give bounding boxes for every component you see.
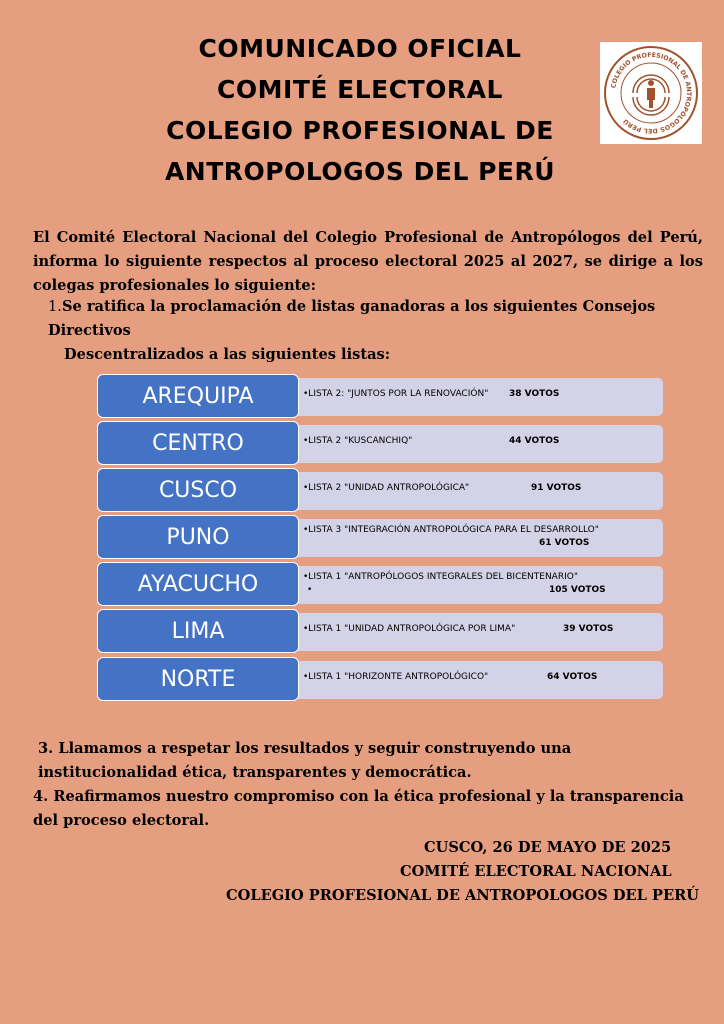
vote-count: 105 VOTOS <box>549 585 606 595</box>
region-label: NORTE <box>97 657 299 701</box>
point-1-number: 1. <box>48 298 62 315</box>
list-name: •LISTA 1 "UNIDAD ANTROPOLÓGICA POR LIMA" <box>303 624 516 634</box>
intro-paragraph: El Comité Electoral Nacional del Colegio Profesional de Antropólogos del Perú, informa lo siguiente respectos al proceso electoral 2025 al 2027, se dirige a los colegas profesionales lo siguiente: <box>33 229 703 294</box>
result-info <box>295 566 663 604</box>
college-logo <box>600 42 702 144</box>
vote-count: 64 VOTOS <box>547 672 598 682</box>
document-title <box>100 28 620 192</box>
result-info <box>295 378 663 416</box>
result-info <box>295 613 663 651</box>
seal-text: COLEGIO PROFESIONAL DE ANTROPÓLOGOS DEL PERÚ <box>610 51 693 135</box>
vote-count: 38 VOTOS <box>509 389 560 399</box>
result-row-lima <box>97 609 663 655</box>
bullet-marker: • <box>307 585 313 595</box>
vote-count: 91 VOTOS <box>531 483 582 493</box>
point-1 <box>48 295 703 367</box>
region-label: AYACUCHO <box>97 562 299 606</box>
point-3: 3. Llamamos a respetar los resultados y seguir construyendo una institucionalidad ética, transparentes y democrática. <box>38 740 572 781</box>
title-line-2: COMITÉ ELECTORAL <box>217 75 503 104</box>
point-4: 4. Reafirmamos nuestro compromiso con la ética profesional y la transparencia del proceso electoral. <box>33 788 684 829</box>
list-name: •LISTA 2: "JUNTOS POR LA RENOVACIÓN" <box>303 389 489 399</box>
result-info <box>295 425 663 463</box>
vote-count: 39 VOTOS <box>563 624 614 634</box>
region-label: CENTRO <box>97 421 299 465</box>
place-date: CUSCO, 26 DE MAYO DE 2025 <box>424 839 672 856</box>
result-row-centro <box>97 421 663 467</box>
result-info <box>295 661 663 699</box>
list-name: •LISTA 3 "INTEGRACIÓN ANTROPOLÓGICA PARA EL DESARROLLO" <box>303 525 599 535</box>
region-label: CUSCO <box>97 468 299 512</box>
result-info <box>295 472 663 510</box>
closing-points <box>33 737 703 833</box>
vote-count: 44 VOTOS <box>509 436 560 446</box>
title-line-1: COMUNICADO OFICIAL <box>198 34 522 63</box>
list-name: •LISTA 2 "UNIDAD ANTROPOLÓGICA" <box>303 483 470 493</box>
result-row-puno <box>97 515 663 561</box>
region-label: AREQUIPA <box>97 374 299 418</box>
region-label: LIMA <box>97 609 299 653</box>
result-row-cusco <box>97 468 663 514</box>
institution-name: COLEGIO PROFESIONAL DE ANTROPOLOGOS DEL PERÚ <box>226 887 699 904</box>
vote-count: 61 VOTOS <box>539 538 590 548</box>
committee-name: COMITÉ ELECTORAL NACIONAL <box>400 863 672 880</box>
result-row-arequipa <box>97 374 663 420</box>
result-row-ayacucho <box>97 562 663 608</box>
list-name: •LISTA 2 "KUSCANCHIQ" <box>303 436 413 446</box>
list-name: •LISTA 1 "HORIZONTE ANTROPOLÓGICO" <box>303 672 489 682</box>
point-1-text-line-1: Se ratifica la proclamación de listas ganadoras a los siguientes Consejos Directivos <box>48 298 656 339</box>
result-info <box>295 519 663 557</box>
title-line-3: COLEGIO PROFESIONAL DE <box>166 116 554 145</box>
point-1-text-line-2: Descentralizados a las siguientes listas: <box>64 346 391 363</box>
title-line-4: ANTROPOLOGOS DEL PERÚ <box>164 157 556 186</box>
list-name: •LISTA 1 "ANTROPÓLOGOS INTEGRALES DEL BICENTENARIO" <box>303 572 578 582</box>
result-row-norte <box>97 657 663 703</box>
college-seal-icon <box>603 45 699 141</box>
region-label: PUNO <box>97 515 299 559</box>
